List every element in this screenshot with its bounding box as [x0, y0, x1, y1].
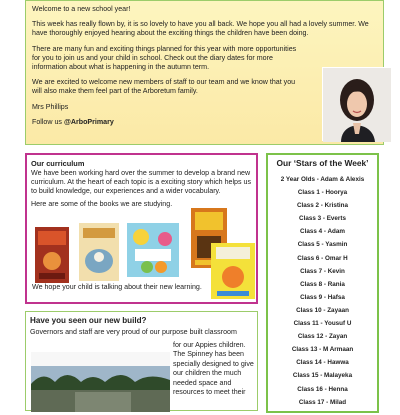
signoff: Mrs Phillips: [32, 102, 69, 111]
books-intro: Here are some of the books we are studying.: [31, 200, 173, 208]
star-entry: Class 17 - Milad: [298, 398, 347, 406]
star-entry: Class 8 - Rania: [300, 280, 345, 288]
star-entry: Class 12 - Zayan: [297, 333, 348, 341]
star-entry: Class 6 - Omar H: [297, 254, 348, 262]
star-entry: Class 15 - Malayeka: [292, 372, 353, 380]
stars-heading: Our ‘Stars of the Week’: [276, 158, 369, 168]
star-entry: Class 10 - Zayaan: [296, 306, 349, 314]
new-build-lead: Governors and staff are very proud of our purpose built classroom: [30, 328, 237, 336]
new-classroom-photo: [31, 352, 170, 412]
book-cover-incredible-you: [127, 223, 179, 277]
welcome-paragraph-3: We are excited to welcome new members of staff to our team and we know that you will also make them feel part of the Arboretum family.: [32, 78, 296, 96]
star-entry: Class 2 - Kristina: [296, 202, 349, 210]
star-entry: Class 9 - Hafsa: [300, 293, 345, 301]
book-cover-wild-animals: [35, 227, 69, 283]
twitter-handle-link[interactable]: @ArboPrimary: [63, 117, 114, 126]
welcome-paragraph-1: This week has really flown by, it is so lovely to have you all back. We hope you all had a lovely summer. We have thoroughly enjoyed hearing about the exciting things the children have been doing.: [32, 20, 369, 38]
star-entry: Class 13 - M Armaan: [291, 346, 354, 354]
follow-prefix: Follow us: [32, 117, 64, 126]
curriculum-outro: We hope your child is talking about their new learning.: [32, 283, 202, 291]
headteacher-photo: [322, 67, 390, 141]
new-build-panel: [25, 311, 258, 411]
book-cover-drip: [79, 223, 119, 281]
new-build-description: for our Appies children. The Spinney has been specially designed to give our children the much needed space and resources to meet their: [173, 341, 254, 397]
book-covers: [35, 207, 255, 287]
curriculum-heading: Our curriculum: [31, 159, 85, 168]
star-entry: Class 14 - Hawwa: [296, 359, 349, 367]
welcome-panel: [25, 0, 384, 145]
welcome-greeting: Welcome to a new school year!: [32, 5, 131, 13]
star-entry: 2 Year Olds - Adam & Alexis: [280, 176, 365, 183]
stars-list: [271, 173, 374, 409]
star-entry: Class 11 - Yousuf U: [293, 320, 352, 328]
stars-of-the-week-panel: [266, 153, 379, 413]
star-entry: Class 3 - Everts: [299, 215, 346, 223]
curriculum-intro: We have been working hard over the summer to develop a brand new curriculum. At the heart of each topic is a exciting story which helps us to build knowledge, our experiences and a wider vocabulary.: [31, 169, 252, 195]
star-entry: Class 7 - Kevin: [300, 267, 345, 275]
new-build-heading: Have you seen our new build?: [30, 316, 147, 325]
star-entry: Class 4 - Adam: [300, 228, 345, 236]
star-entry: Class 16 - Henna: [297, 385, 348, 393]
welcome-paragraph-2: There are many fun and exciting things planned for this year with more opportunities for you to join us and your child in school. Check out the diary dates for more information about what is happening in the autumn term.: [32, 44, 297, 72]
star-entry: Class 1 - Hoorya: [297, 189, 348, 197]
curriculum-panel: [25, 153, 258, 304]
book-cover-super-duper-you: [211, 243, 255, 299]
star-entry: Class 5 - Yasmin: [297, 241, 348, 249]
